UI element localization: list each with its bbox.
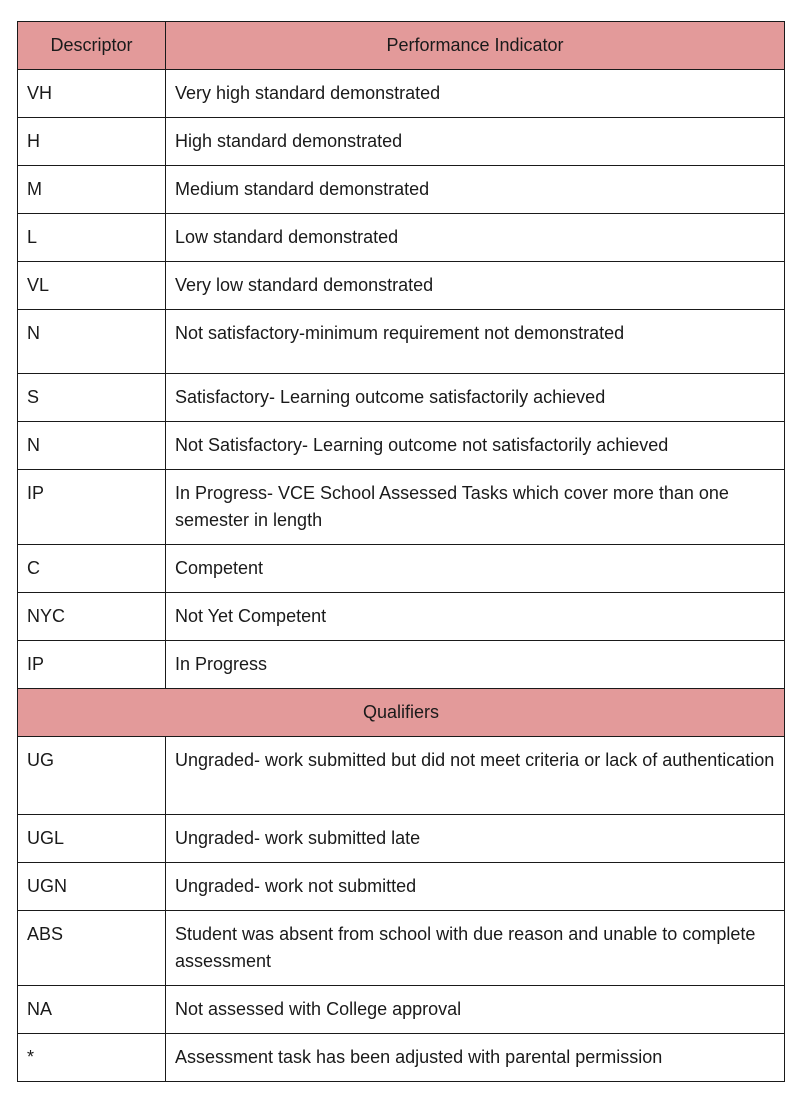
indicator-text: Very low standard demonstrated bbox=[166, 262, 785, 310]
table-row bbox=[18, 422, 785, 470]
descriptor-code: VH bbox=[18, 70, 166, 118]
table-row bbox=[18, 986, 785, 1034]
indicator-text: In Progress bbox=[166, 641, 785, 689]
descriptor-code: IP bbox=[18, 641, 166, 689]
descriptor-code: C bbox=[18, 545, 166, 593]
table-row bbox=[18, 737, 785, 815]
table-row bbox=[18, 262, 785, 310]
indicator-column-header: Performance Indicator bbox=[166, 22, 785, 70]
table-row bbox=[18, 911, 785, 986]
indicator-text: Low standard demonstrated bbox=[166, 214, 785, 262]
qualifier-text: Not assessed with College approval bbox=[166, 986, 785, 1034]
indicator-text: Very high standard demonstrated bbox=[166, 70, 785, 118]
descriptor-code: M bbox=[18, 166, 166, 214]
table-row bbox=[18, 118, 785, 166]
table-row bbox=[18, 470, 785, 545]
grading-descriptor-table bbox=[17, 21, 785, 1082]
qualifier-text: Assessment task has been adjusted with parental permission bbox=[166, 1034, 785, 1082]
table-row bbox=[18, 641, 785, 689]
table-row bbox=[18, 593, 785, 641]
qualifier-code: UG bbox=[18, 737, 166, 815]
table-row bbox=[18, 70, 785, 118]
qualifier-text: Ungraded- work not submitted bbox=[166, 863, 785, 911]
descriptor-code: H bbox=[18, 118, 166, 166]
descriptor-code: IP bbox=[18, 470, 166, 545]
indicator-text: Not Yet Competent bbox=[166, 593, 785, 641]
descriptor-code: L bbox=[18, 214, 166, 262]
qualifier-text: Student was absent from school with due reason and unable to complete assessment bbox=[166, 911, 785, 986]
table-row bbox=[18, 863, 785, 911]
qualifier-code: UGL bbox=[18, 815, 166, 863]
table-row bbox=[18, 166, 785, 214]
indicator-text: Satisfactory- Learning outcome satisfactorily achieved bbox=[166, 374, 785, 422]
qualifier-text: Ungraded- work submitted but did not meet criteria or lack of authentication bbox=[166, 737, 785, 815]
descriptor-code: VL bbox=[18, 262, 166, 310]
qualifier-text: Ungraded- work submitted late bbox=[166, 815, 785, 863]
table-row bbox=[18, 214, 785, 262]
table-row bbox=[18, 815, 785, 863]
descriptor-column-header: Descriptor bbox=[18, 22, 166, 70]
descriptor-code: S bbox=[18, 374, 166, 422]
qualifier-code: * bbox=[18, 1034, 166, 1082]
indicator-text: Medium standard demonstrated bbox=[166, 166, 785, 214]
table-header-row bbox=[18, 22, 785, 70]
table-row bbox=[18, 310, 785, 374]
indicator-text: In Progress- VCE School Assessed Tasks which cover more than one semester in length bbox=[166, 470, 785, 545]
descriptor-code: NYC bbox=[18, 593, 166, 641]
indicator-text: Competent bbox=[166, 545, 785, 593]
qualifiers-section-row bbox=[18, 689, 785, 737]
table-row bbox=[18, 545, 785, 593]
indicator-text: Not Satisfactory- Learning outcome not satisfactorily achieved bbox=[166, 422, 785, 470]
descriptor-code: N bbox=[18, 310, 166, 374]
indicator-text: High standard demonstrated bbox=[166, 118, 785, 166]
qualifier-code: UGN bbox=[18, 863, 166, 911]
table-row bbox=[18, 1034, 785, 1082]
qualifiers-heading: Qualifiers bbox=[18, 689, 785, 737]
qualifier-code: ABS bbox=[18, 911, 166, 986]
qualifier-code: NA bbox=[18, 986, 166, 1034]
descriptor-code: N bbox=[18, 422, 166, 470]
table-row bbox=[18, 374, 785, 422]
indicator-text: Not satisfactory-minimum requirement not demonstrated bbox=[166, 310, 785, 374]
